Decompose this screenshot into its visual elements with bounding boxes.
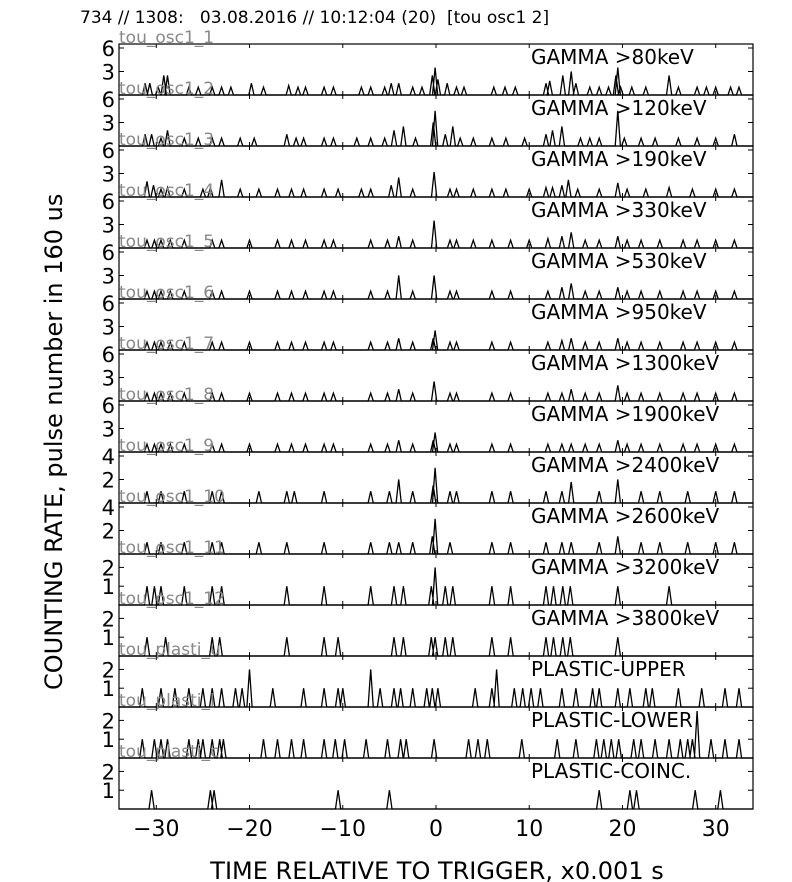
series-line [119,381,753,401]
y-tick-label: 1 [101,728,115,753]
panel-label: GAMMA >80keV [531,45,694,69]
panel-label: PLASTIC-LOWER [531,708,693,732]
y-tick-label: 6 [101,292,115,316]
panel-label: GAMMA >3200keV [531,555,720,579]
x-tick-label: −10 [319,817,366,842]
panel-label: GAMMA >1900keV [531,402,720,426]
y-tick-label: 3 [101,264,115,289]
y-tick-label: 2 [101,556,115,581]
y-tick-label: 2 [101,760,115,785]
y-tick-label: 2 [101,519,115,544]
chart-header: 734 // 1308: 03.08.2016 // 10:12:04 (20) [tou osc1 2] [80,8,550,28]
y-tick-label: 6 [101,343,115,367]
panel-label: PLASTIC-COINC. [531,759,692,783]
y-tick-label: 2 [101,658,115,683]
y-tick-label: 6 [101,190,115,214]
channel-name: tou_osc1_2 [119,79,215,99]
y-tick-label: 3 [101,111,115,136]
y-tick-label: 6 [101,88,115,112]
panel-label: GAMMA >190keV [531,147,707,171]
panel-label: GAMMA >2400keV [531,453,720,477]
series-line [119,276,753,300]
channel-name: tou_plasti_l [119,691,215,711]
channel-name: tou_osc1_9 [119,436,215,456]
channel-name: tou_osc1_1 [119,28,215,48]
panel-label: GAMMA >120keV [531,96,707,120]
channel-name: tou_plasti_c [119,742,220,762]
x-tick-label: −20 [226,817,273,842]
channel-name: tou_osc1_7 [119,334,215,354]
x-tick-label: 0 [429,817,443,842]
channel-name: tou_osc1_8 [119,385,215,405]
y-tick-label: 3 [101,417,115,442]
y-tick-label: 2 [101,607,115,632]
y-tick-label: 6 [101,37,115,61]
y-tick-label: 3 [101,213,115,238]
channel-name: tou_osc1_5 [119,232,215,252]
series-line [119,221,753,248]
y-tick-label: 1 [101,626,115,651]
panel-label: GAMMA >3800keV [531,606,720,630]
y-tick-label: 4 [101,445,115,469]
y-axis-label: COUNTING RATE, pulse number in 160 us [40,193,68,690]
y-tick-label: 3 [101,162,115,187]
y-tick-label: 2 [101,468,115,493]
series-line [119,172,753,197]
channel-name: tou_osc1_4 [119,181,215,201]
y-tick-label: 1 [101,677,115,702]
y-tick-label: 3 [101,315,115,340]
panel-label: GAMMA >950keV [531,300,707,324]
panel-label: GAMMA >1300keV [531,351,720,375]
y-tick-label: 6 [101,394,115,418]
x-axis-label: TIME RELATIVE TO TRIGGER, x0.001 s [210,857,664,882]
channel-name: tou_osc1_6 [119,283,215,303]
y-tick-label: 6 [101,241,115,265]
channel-name: tou_plasti_u [119,640,221,660]
panel-label: GAMMA >2600keV [531,504,720,528]
series-line [119,68,753,95]
y-tick-label: 3 [101,366,115,391]
x-tick-label: 30 [701,817,730,842]
y-tick-label: 1 [101,575,115,600]
x-tick-label: −30 [133,817,180,842]
panel-label: GAMMA >530keV [531,249,707,273]
channel-name: tou_osc1_12 [119,589,225,609]
y-tick-label: 3 [101,60,115,85]
y-tick-label: 4 [101,496,115,520]
x-tick-label: 10 [515,817,544,842]
y-tick-label: 2 [101,709,115,734]
y-tick-label: 6 [101,139,115,163]
panel-label: PLASTIC-UPPER [531,657,686,681]
channel-name: tou_osc1_11 [119,538,225,558]
panel-label: GAMMA >330keV [531,198,707,222]
x-tick-label: 20 [608,817,637,842]
channel-name: tou_osc1_3 [119,130,215,150]
channel-name: tou_osc1_10 [119,487,225,507]
y-tick-label: 1 [101,779,115,804]
